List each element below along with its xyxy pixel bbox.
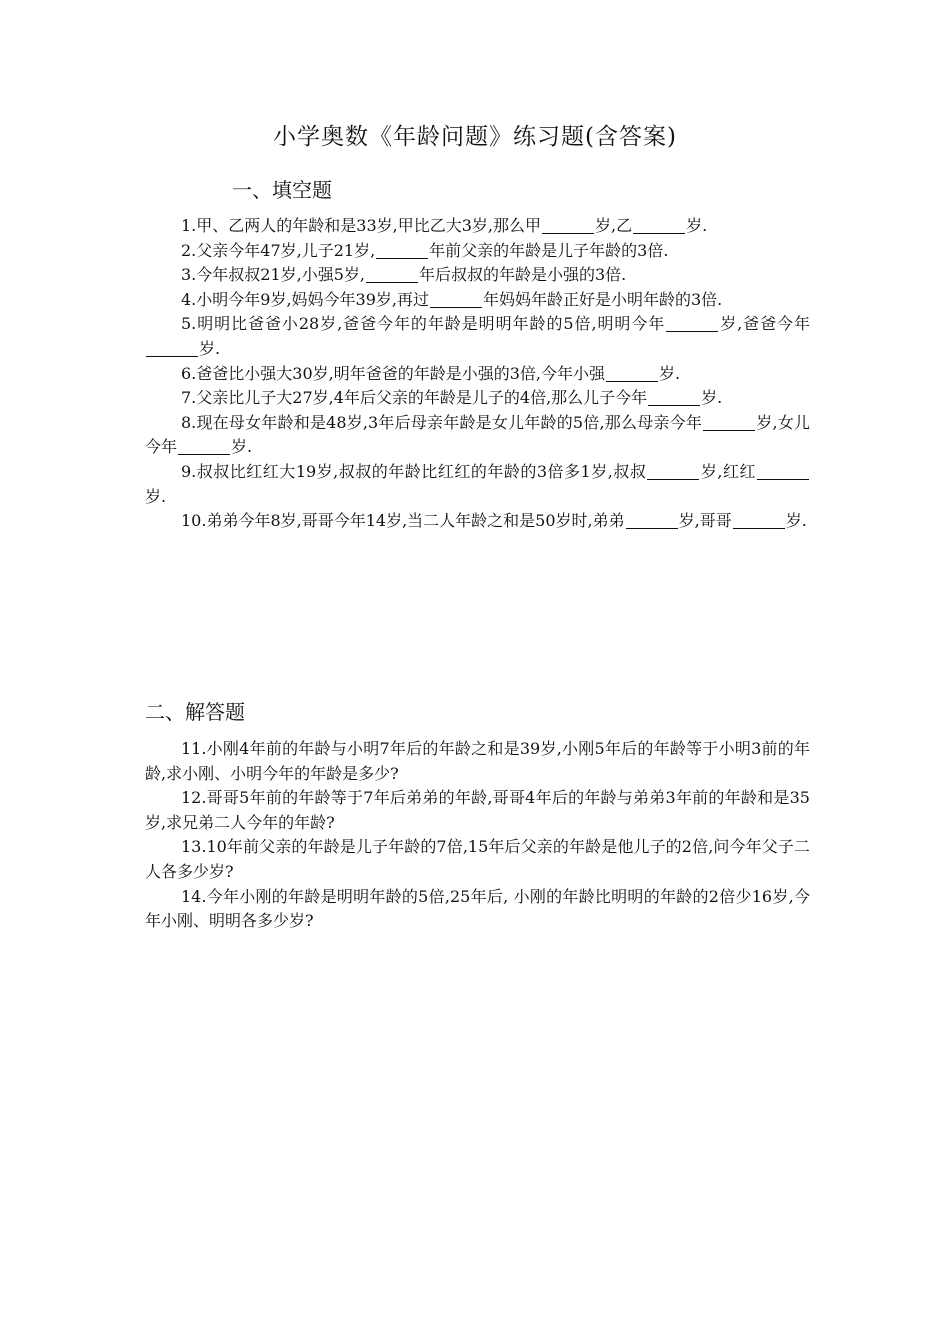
question-6	[145, 362, 810, 387]
question-text: 岁.	[231, 437, 253, 457]
question-1	[145, 214, 810, 239]
question-text: 1.甲、乙两人的年龄和是33岁,甲比乙大3岁,那么甲	[181, 216, 541, 235]
question-text: 8.现在母女年龄和是48岁,3年后母亲年龄是女儿年龄的5倍,那么母亲今年	[181, 412, 703, 432]
question-text: 岁.	[199, 338, 221, 358]
answer-blank	[703, 414, 755, 431]
answer-blank	[633, 217, 685, 234]
question-text: 年后叔叔的年龄是小强的3倍.	[418, 265, 627, 285]
question-3	[145, 263, 810, 288]
answer-blank	[606, 365, 658, 382]
question-text: 岁,女儿今年	[145, 412, 810, 457]
question-text: 岁,哥哥	[678, 511, 732, 531]
question-text: 岁,乙	[594, 216, 633, 235]
question-text: 7.父亲比儿子大27岁,4年后父亲的年龄是儿子的4倍,那么儿子今年	[181, 388, 648, 408]
answer-blank	[626, 512, 678, 529]
question-text: 岁.	[658, 363, 681, 383]
question-text: 岁.	[145, 486, 167, 506]
answer-blank	[647, 463, 699, 480]
question-text: 岁,爸爸今年	[719, 314, 810, 334]
question-text: 3.今年叔叔21岁,小强5岁,	[181, 265, 365, 285]
answer-blank	[376, 242, 428, 259]
question-text: 9.叔叔比红红大19岁,叔叔的年龄比红红的年龄的3倍多1岁,叔叔	[181, 461, 647, 481]
question-text: 10.弟弟今年8岁,哥哥今年14岁,当二人年龄之和是50岁时,弟弟	[181, 511, 625, 531]
question-text: 2.父亲今年47岁,儿子21岁,	[181, 240, 376, 260]
question-2	[145, 239, 810, 264]
answer-blank	[178, 438, 230, 455]
question-text: 6.爸爸比小强大30岁,明年爸爸的年龄是小强的3倍,今年小强	[181, 363, 605, 383]
question-text: 岁.	[701, 388, 723, 408]
answer-blank	[733, 512, 785, 529]
solve-questions	[145, 737, 810, 934]
answer-blank	[757, 463, 809, 480]
question-7	[145, 386, 810, 411]
answer-blank	[146, 340, 198, 357]
section-heading-fill-in: 一、填空题	[232, 178, 332, 202]
question-5	[145, 312, 810, 361]
question-text: 年妈妈年龄正好是小明年龄的3倍.	[482, 289, 723, 309]
question-text: 4.小明今年9岁,妈妈今年39岁,再过	[181, 289, 429, 309]
document-title: 小学奥数《年龄问题》练习题(含答案)	[273, 124, 677, 150]
question-9	[145, 460, 810, 509]
question-11: 11.小刚4年前的年龄与小明7年后的年龄之和是39岁,小刚5年后的年龄等于小明3前的年龄,求小刚、小明今年的年龄是多少?	[145, 739, 810, 783]
answer-blank	[648, 389, 700, 406]
answer-blank	[666, 315, 718, 332]
answer-blank	[430, 291, 482, 308]
question-text: 年前父亲的年龄是儿子年龄的3倍.	[429, 240, 669, 260]
question-14: 14.今年小刚的年龄是明明年龄的5倍,25年后, 小刚的年龄比明明的年龄的2倍少16岁,今年小刚、明明各多少岁?	[145, 886, 810, 931]
fill-in-questions	[145, 214, 810, 534]
section-heading-solve: 二、解答题	[145, 700, 245, 724]
question-13: 13.10年前父亲的年龄是儿子年龄的7倍,15年后父亲的年龄是他儿子的2倍,问今年父子二人各多少岁?	[145, 837, 810, 881]
question-text: 岁.	[686, 216, 708, 235]
question-8	[145, 411, 810, 460]
answer-blank	[542, 217, 594, 234]
question-text: 5.明明比爸爸小28岁,爸爸今年的年龄是明明年龄的5倍,明明今年	[181, 314, 666, 334]
question-text: 岁,红红	[700, 461, 756, 481]
question-4	[145, 288, 810, 313]
answer-blank	[366, 266, 418, 283]
question-10	[145, 509, 810, 534]
question-text: 岁.	[785, 511, 807, 531]
question-12: 12.哥哥5年前的年龄等于7年后弟弟的年龄,哥哥4年后的年龄与弟弟3年前的年龄和是35岁,求兄弟二人今年的年龄?	[145, 788, 810, 832]
